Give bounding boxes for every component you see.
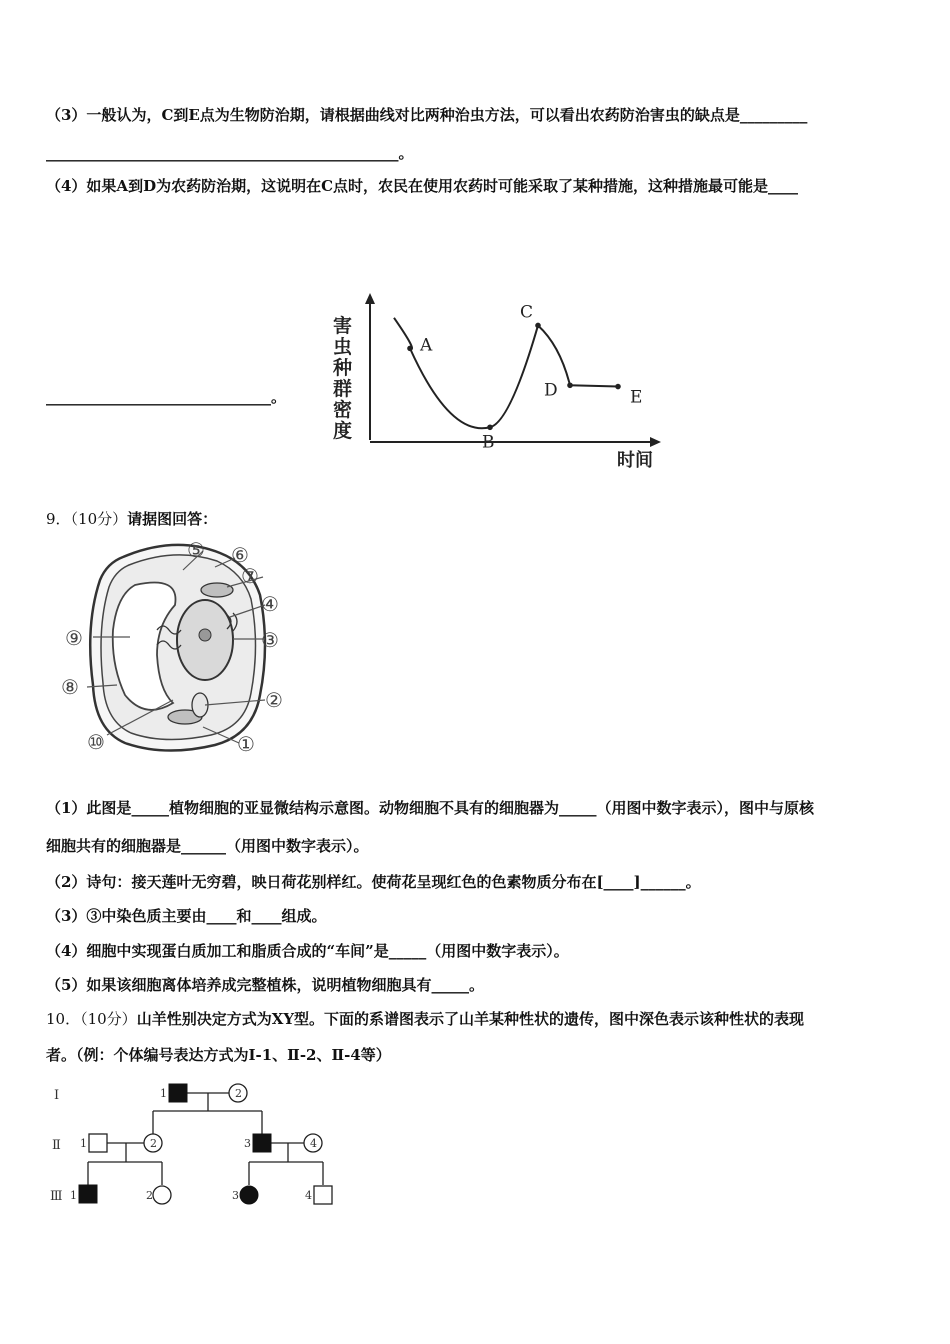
q9-part3: （3）③中染色质主要由____和____组成。 [46,907,327,925]
y-label-char-2: 虫 [333,336,353,358]
point-label-E: E [630,387,643,408]
point-E [615,384,621,390]
III-4-number: 4 [305,1189,312,1202]
II-1-number: 1 [80,1137,87,1150]
q8-part3-line1: （3）一般认为，C到E点为生物防治期，请根据曲线对比两种治虫方法，可以看出农药防治害虫的缺点是_________ [46,106,808,124]
q10-heading-text: 山羊性别决定方式为XY型。下面的系谱图表示了山羊某种性状的遗传，图中深色表示该种性状的表现 [136,1010,805,1028]
III-3-number: 3 [232,1189,239,1202]
label-9: ⑨ [65,626,83,650]
label-2: ② [265,688,283,712]
x-axis-label: 时间 [617,450,653,470]
label-6: ⑥ [231,543,249,567]
q8-part4-line1: （4）如果A到D为农药防治期，这说明在C点时，农民在使用农药时可能采取了某种措施，这种措施最可能是____ [46,177,799,195]
q9-part1-line1: （1）此图是_____植物细胞的亚显微结构示意图。动物细胞不具有的细胞器为_____（用图中数字表示），图中与原核 [46,799,814,817]
q8-part3-line2: _______________________________________________。 [46,144,414,162]
label-8: ⑧ [61,675,79,699]
x-axis-arrow [650,437,661,447]
q9-heading [46,508,217,529]
I-1-number: 1 [160,1087,167,1100]
label-1: ① [237,732,255,756]
II-1-male [89,1134,107,1152]
y-label-char-4: 群 [333,378,353,400]
chloroplast-1 [201,583,233,597]
point-label-C: C [520,302,534,323]
generation-III: Ⅲ [50,1189,63,1204]
q9-part4: （4）细胞中实现蛋白质加工和脂质合成的“车间”是_____（用图中数字表示）。 [46,942,569,960]
y-label-char-6: 度 [333,420,353,442]
q9-part2: （2）诗句：接天莲叶无穷碧，映日荷花别样红。使荷花呈现红色的色素物质分布在[____]______。 [46,873,701,891]
II-3-number: 3 [244,1137,251,1150]
nucleolus [199,629,211,641]
point-A [407,346,413,352]
y-label-char-3: 种 [333,357,353,379]
pest-density-chart [325,290,670,470]
point-label-D: D [544,380,558,401]
q8-part4-line2: ______________________________。 [46,388,287,406]
generation-II: Ⅱ [52,1138,61,1153]
point-C [535,323,541,329]
y-axis-label [332,314,352,442]
point-label-A: A [420,335,433,356]
label-5: ⑤ [187,538,205,562]
label-4: ④ [261,592,279,616]
y-axis-arrow [365,293,375,304]
pedigree-chart [40,1075,360,1225]
point-B [487,424,493,430]
II-2-number: 2 [150,1137,157,1150]
q9-number: 9．（10分） [46,510,128,528]
generation-I: Ⅰ [54,1088,60,1103]
I-2-number: 2 [235,1087,242,1100]
point-D [567,382,573,388]
II-4-number: 4 [310,1137,317,1150]
q9-part1-line2: 细胞共有的细胞器是______（用图中数字表示）。 [46,837,369,855]
III-3-affected-female [240,1186,258,1204]
I-1-affected-male [169,1084,187,1102]
III-4-male [314,1186,332,1204]
label-10: ⑩ [87,730,105,754]
q9-part5: （5）如果该细胞离体培养成完整植株，说明植物细胞具有_____。 [46,976,484,994]
label-7: ⑦ [241,564,259,588]
point-label-B: B [482,432,495,453]
III-2-number: 2 [146,1189,153,1202]
q10-number: 10．（10分） [46,1010,137,1028]
q10-heading-line1 [46,1008,804,1029]
II-3-affected-male [253,1134,271,1152]
III-1-number: 1 [70,1189,77,1202]
y-label-char-5: 密 [333,399,353,421]
q9-heading-text: 请据图回答： [127,510,218,528]
plant-cell-diagram [55,535,305,765]
y-label-char-1: 害 [333,315,353,337]
III-2-female [153,1186,171,1204]
q10-heading-line2: 者。（例：个体编号表达方式为Ⅰ-1、Ⅱ-2、Ⅱ-4等） [46,1046,391,1064]
III-1-affected-male [79,1185,97,1203]
label-3: ③ [261,628,279,652]
